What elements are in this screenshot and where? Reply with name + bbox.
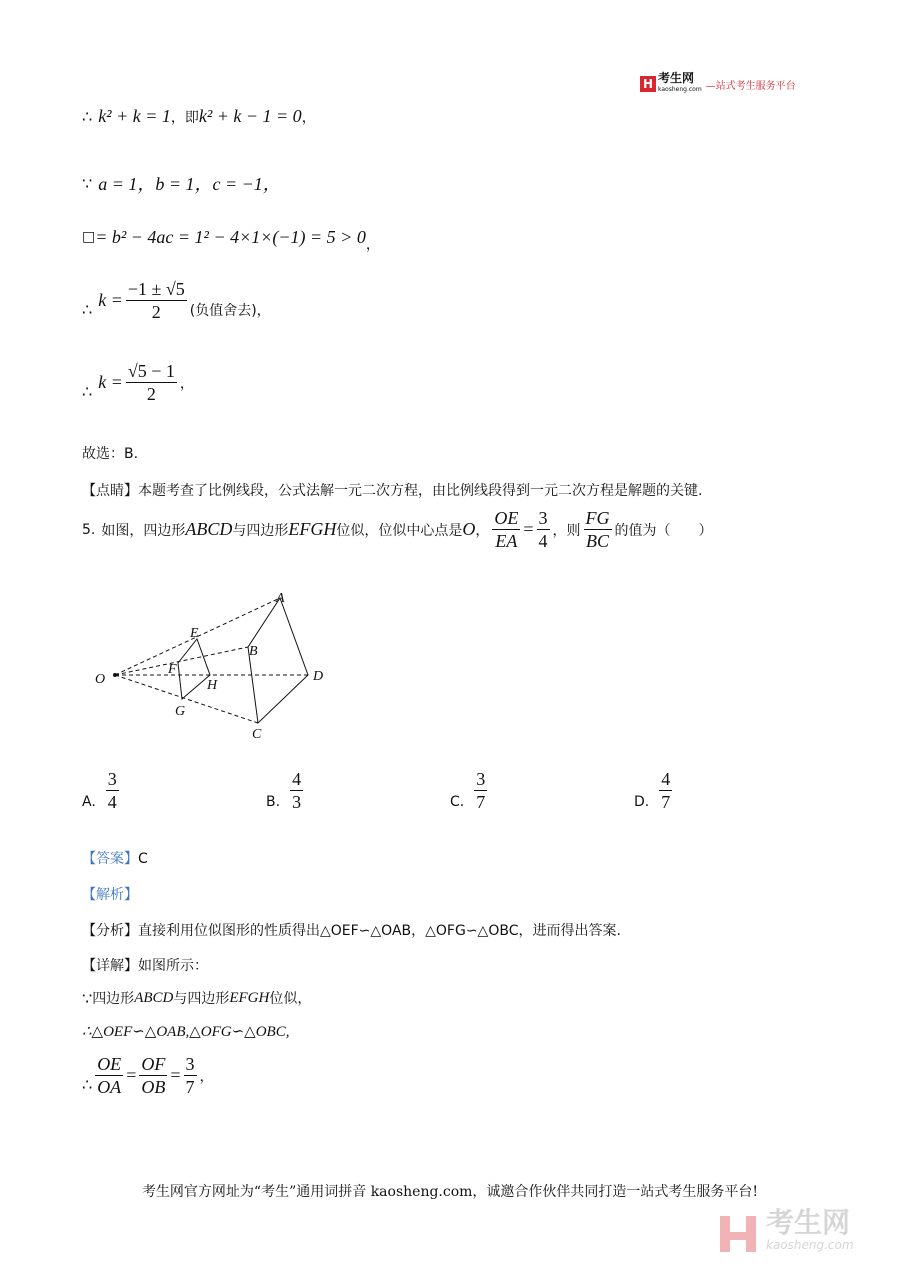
ratio-of-ob [139,1053,167,1098]
center-o: O [462,519,476,539]
fraction-denominator: EA [495,531,518,551]
header-logo [640,73,796,95]
option-c [450,768,490,813]
fraction-numerator: 4 [661,769,671,789]
fraction-denominator: OB [141,1077,166,1097]
line-3 [82,220,380,254]
option-a [82,768,122,813]
fraction-numerator: 3 [107,769,117,789]
option-fraction [474,768,487,813]
because-symbol: ∵ [82,173,93,193]
quad-abcd: ABCD [185,519,233,539]
option-fraction [659,768,672,813]
question-text-b: 与四边形 [232,522,289,539]
quadrilateral-abcd [248,598,308,723]
equals-sign: = [523,519,534,539]
fraction-denominator: 2 [151,302,161,322]
quadratic-solution-fraction [126,278,187,323]
quad-abcd: ABCD [134,989,174,1006]
fraction-numerator: OE [494,508,519,528]
question-text-c: 位似，位似中心点是 [336,522,463,539]
line-1 [82,106,316,127]
question-number: 5. [82,521,96,538]
option-fraction [290,768,303,813]
label-e: E [190,626,199,641]
answer-label: 【答案】 [82,851,138,867]
option-letter: D. [634,793,650,810]
option-d [634,768,675,813]
ratio-fg-bc [584,507,612,552]
line-2 [82,170,281,196]
line-4 [82,278,271,323]
question-5 [82,507,713,552]
line-5-end: ， [179,375,194,392]
line-5 [82,360,194,405]
therefore-symbol: ∴ [82,107,93,126]
watermark-url: kaosheng.com [766,1238,854,1252]
equation-k-quadratic: k² + k − 1 = 0 [198,106,302,126]
therefore-symbol: ∴ [82,382,93,401]
line-1-connector: ，即 [170,109,199,126]
fraction-denominator: 7 [185,1077,195,1097]
solution-step-3 [82,1053,214,1098]
fraction-numerator: OE [97,1054,122,1074]
fraction-numerator: OF [141,1054,166,1074]
k-equals: k = [98,290,123,310]
quad-efgh: EFGH [288,519,337,539]
line-3-end: ， [365,237,380,253]
answer-value: C [138,851,148,867]
label-g: G [175,704,186,719]
quad-efgh: EFGH [229,989,270,1006]
fraction-numerator: FG [585,508,610,528]
step-text: 与四边形 [173,991,230,1007]
negative-discarded-note: (负值舍去)， [189,302,271,319]
logo-mark-icon: H [640,76,656,92]
ratio-three-sevenths [184,1053,197,1098]
equals-sign: = [170,1065,181,1085]
label-h: H [207,678,218,693]
because-symbol: ∵ [82,988,93,1008]
watermark-logo-icon [716,1212,760,1256]
option-b [266,768,306,813]
discriminant: = b² − 4ac = 1² − 4×1×(−1) = 5 > 0 [95,226,366,247]
option-letter: C. [450,793,465,810]
choose-answer: 故选：B. [82,446,139,462]
fraction-denominator: 4 [107,792,117,812]
line-1-end: ， [301,109,316,126]
logo-url: kaosheng.com [658,86,702,93]
option-letter: B. [266,793,281,810]
option-fraction [106,768,119,813]
ratio-oe-oa [95,1053,123,1098]
header-slogan: —站式考生服务平台 [705,80,796,92]
ray-o-b [115,647,248,675]
fraction-numerator: 3 [538,508,548,528]
label-f: F [168,662,177,677]
fraction-numerator: −1 ± √5 [127,279,185,299]
quadrilateral-efgh [178,639,210,699]
label-c: C [252,727,262,742]
fraction-numerator: 3 [185,1054,195,1074]
ratio-three-quarters [537,507,550,552]
center-point-o [113,673,117,677]
therefore-symbol: ∴ [82,1075,93,1094]
watermark-brand: 考生网 [766,1206,851,1239]
step-end: ， [199,1068,214,1085]
homothety-figure [90,585,340,745]
question-text-d: ，则 [552,522,581,539]
k-equals: k = [98,372,123,392]
fraction-denominator: OA [97,1077,122,1097]
question-text-e: 的值为（ ） [614,522,713,539]
solution-step-2: ∴△OEF∽△OAB,△OFG∽△OBC, [82,1024,290,1040]
fraction-numerator: √5 − 1 [127,361,175,381]
delta-glyph: □ [82,229,96,245]
coefficients: a = 1，b = 1，c = −1， [98,174,281,194]
label-d: D [313,669,324,684]
label-b: B [249,644,258,659]
fraction-denominator: 2 [146,384,156,404]
logo-brand: 考生网 [658,71,695,85]
ray-o-c [115,675,258,723]
equals-sign: = [126,1065,137,1085]
fraction-denominator: 3 [292,792,302,812]
option-letter: A. [82,793,96,810]
therefore-symbol: ∴ [82,300,93,319]
label-o: O [95,672,106,687]
fraction-numerator: 3 [476,769,486,789]
fraction-denominator: BC [586,531,610,551]
ratio-oe-ea [492,507,520,552]
question-comma: ， [475,522,490,539]
k-value-fraction [126,360,177,405]
question-text-a: 如图，四边形 [101,522,186,539]
footer-text: 考生网官方网址为“考生”通用词拼音 kaosheng.com，诚邀合作伙伴共同打造一站式考生服务平台! [141,1184,759,1200]
jiexi-label: 【解析】 [82,887,138,903]
answer-line [82,848,148,868]
fraction-denominator: 7 [476,792,486,812]
label-a: A [276,591,285,606]
xiangjie-text: 【详解】如图所示： [82,958,208,974]
fraction-denominator: 7 [661,792,671,812]
fenxi-text: 【分析】直接利用位似图形的性质得出△OEF∽△OAB，△OFG∽△OBC，进而得出答案. [82,923,621,939]
fraction-denominator: 4 [538,531,548,551]
step-text: 四边形 [92,991,135,1007]
equation-k-sum: k² + k = 1 [98,106,171,126]
dianjing-note: 【点睛】本题考查了比例线段，公式法解一元二次方程，由比例线段得到一元二次方程是解题的关键. [82,483,703,499]
step-text: 位似， [269,991,312,1007]
fraction-numerator: 4 [292,769,302,789]
watermark [716,1206,854,1256]
solution-step-1 [82,988,311,1008]
